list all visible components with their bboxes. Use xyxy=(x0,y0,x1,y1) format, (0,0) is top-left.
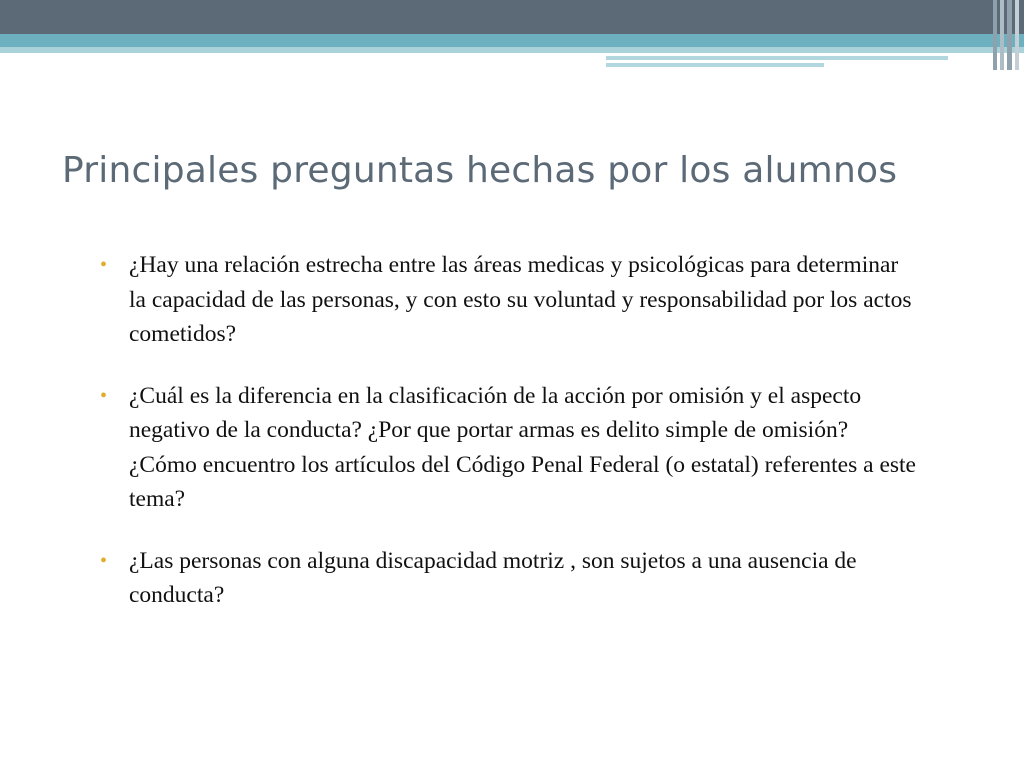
bullet-list xyxy=(100,248,920,613)
header-dark-band xyxy=(0,0,1024,34)
bullet-text: ¿Las personas con alguna discapacidad motriz , son sujetos a una ausencia de conducta? xyxy=(129,547,857,608)
corner-stripe xyxy=(1015,0,1019,70)
bullet-text: ¿Hay una relación estrecha entre las áreas medicas y psicológicas para determinar la capacidad de las personas, y con esto su voluntad y responsabilidad por los actos cometidos? xyxy=(129,252,912,347)
corner-stripe xyxy=(1007,0,1012,70)
bullet-text: ¿Cuál es la diferencia en la clasificación de la acción por omisión y el aspecto negativo de la conducta? ¿Por que portar armas es delito simple de omisión? ¿Cómo encuentro los artículos del Código Penal Federal (o estatal) referentes a este tema? xyxy=(129,382,916,512)
bullet-dot-icon: • xyxy=(100,549,108,572)
bullet-dot-icon: • xyxy=(100,254,108,276)
decorative-line-long xyxy=(606,56,948,60)
decorative-line-short xyxy=(606,63,824,67)
slide-title: Principales preguntas hechas por los alumnos xyxy=(62,150,898,191)
bullet-item xyxy=(100,544,920,613)
bullet-dot-icon: • xyxy=(100,384,108,407)
bullet-item xyxy=(100,248,920,352)
corner-stripe xyxy=(993,0,997,70)
header-light-band xyxy=(0,47,1024,53)
bullet-item xyxy=(100,379,920,517)
corner-stripe xyxy=(1000,0,1004,70)
header-teal-band xyxy=(0,34,1024,47)
